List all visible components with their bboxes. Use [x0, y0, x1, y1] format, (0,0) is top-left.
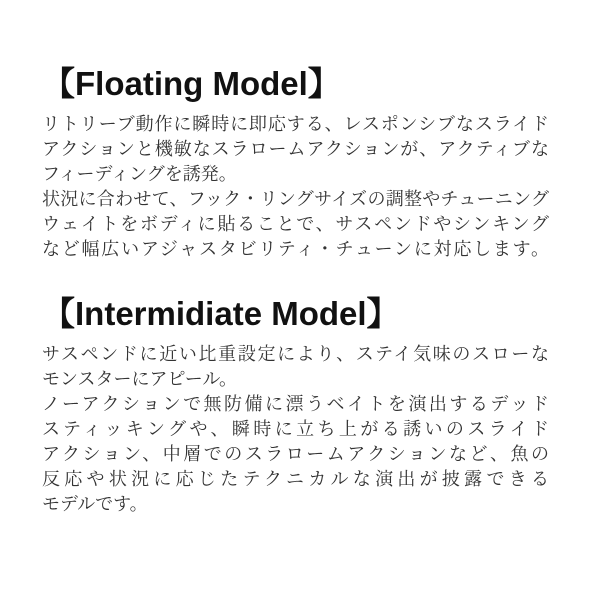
text-line: など幅広いアジャスタビリティ・チューンに対応します。: [42, 239, 549, 259]
intermidiate-model-heading: 【Intermidiate Model】: [42, 295, 400, 332]
text-line: ノーアクションで無防備に漂うベイトを演出するデッド: [42, 394, 549, 414]
text-line: モンスターにアピール。: [42, 369, 237, 389]
text-line: 反応や状況に応じたテクニカルな演出が披露できる: [42, 469, 549, 489]
floating-model-heading: 【Floating Model】: [42, 65, 341, 102]
text-line: サスペンドに近い比重設定により、ステイ気味のスローな: [42, 344, 549, 364]
intermidiate-model-body: [42, 342, 549, 517]
text-line: スティッキングや、瞬時に立ち上がる誘いのスライド: [42, 419, 549, 439]
text-line: フィーディングを誘発。: [42, 164, 237, 184]
text-line: リトリーブ動作に瞬時に即応する、レスポンシブなスライド: [42, 114, 549, 134]
text-line: アクションと機敏なスラロームアクションが、アクティブな: [42, 139, 549, 159]
text-line: モデルです。: [42, 494, 148, 514]
text-line: ウェイトをボディに貼ることで、サスペンドやシンキング: [42, 214, 549, 234]
text-line: アクション、中層でのスラロームアクションなど、魚の: [42, 444, 549, 464]
text-line: 状況に合わせて、フック・リングサイズの調整やチューニング: [42, 189, 549, 209]
floating-model-body: [42, 112, 549, 262]
